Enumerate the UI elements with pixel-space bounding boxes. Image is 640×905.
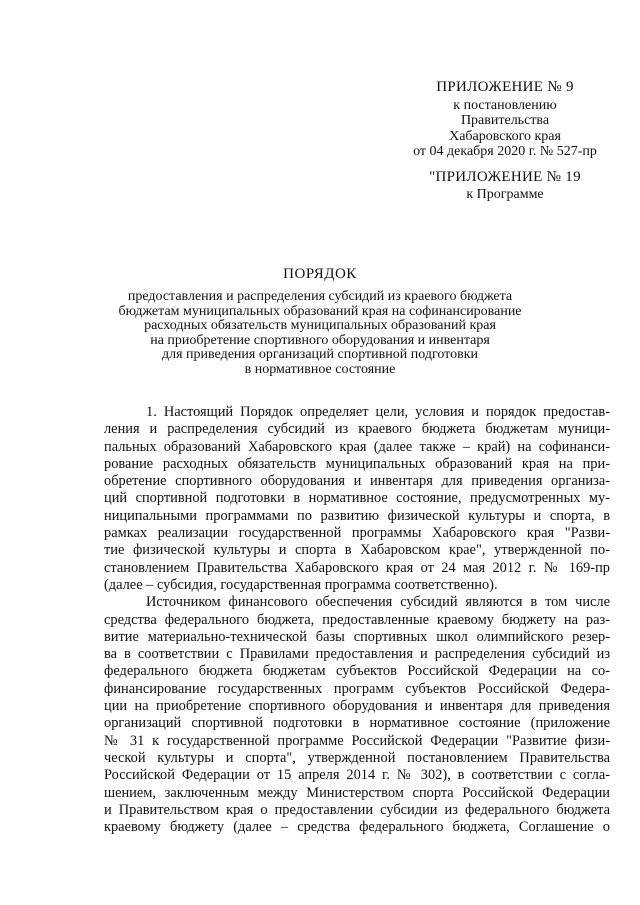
subtitle-line: предоставления и распределения субсидий из краевого бюджета	[127, 289, 513, 304]
text-line: организаций спортивной подготовки в нормативное состояние (приложение	[104, 715, 610, 732]
subtitle-line: расходных обязательств муниципальных образований края	[144, 318, 496, 333]
appendix-line: Хабаровского края	[449, 128, 561, 144]
text-line: пальных образований Хабаровского края (далее также – край) на софинанси-	[104, 438, 610, 455]
text-line: ций спортивной подготовки в нормативное состояние, предусмотренных му-	[104, 490, 610, 507]
text-line: ления и распределения субсидий из краевого бюджета бюджетам муници-	[104, 421, 610, 438]
text-line: ческой культуры и спорта", утвержденной постановлением Правительства	[104, 749, 610, 766]
text-line: Источником финансового обеспечения субсидий являются в том числе	[146, 594, 610, 611]
text-line: ва в соответствии с Правилами предоставления и распределения субсидий из	[104, 646, 610, 663]
appendix-line: Правительства	[460, 113, 550, 128]
text-line: федерального бюджета бюджетам субъектов Российской Федерации на со-	[104, 663, 610, 680]
body-text	[104, 404, 610, 836]
subtitle-line: на приобретение спортивного оборудования и инвентаря	[150, 332, 490, 348]
paragraph-2	[104, 594, 610, 836]
text-line: ции на приобретение спортивного оборудования и инвентаря для приведения	[104, 698, 610, 715]
document-subtitle	[110, 290, 530, 377]
appendix-line: к постановлению	[453, 97, 557, 113]
document-title: ПОРЯДОК	[283, 266, 357, 282]
text-line: ниципальными программами по развитию физической культуры и спорта, в	[104, 507, 610, 524]
text-line: (далее – субсидия, государственная программа соответственно).	[104, 576, 498, 593]
appendix-title: ПРИЛОЖЕНИЕ № 9	[436, 79, 574, 95]
text-line: краевому бюджету (далее – средства федерального бюджета, Соглашение о	[104, 819, 610, 836]
appendix2-line: к Программе	[466, 187, 544, 202]
text-line: становлением Правительства Хабаровского края от 24 мая 2012 г. № 169-пр	[104, 559, 610, 576]
text-line: шением, заключенным между Министерством спорта Российской Федерации	[104, 784, 610, 801]
appendix-date-line: от 04 декабря 2020 г. № 527-пр	[413, 144, 597, 159]
text-line: № 31 к государственной программе Российской Федерации "Развитие физи-	[104, 732, 610, 749]
text-line: 1. Настоящий Порядок определяет цели, условия и порядок предостав-	[146, 404, 610, 420]
text-line: Российской Федерации от 15 апреля 2014 г. № 302), в соответствии с согла-	[104, 767, 610, 784]
text-line: и Правительством края о предоставлении субсидии из федерального бюджета	[104, 801, 610, 818]
text-line: обретение спортивного оборудования и инвентаря для приведения организа-	[104, 473, 610, 490]
text-line: средства федерального бюджета, предоставленные краевому бюджету на раз-	[104, 611, 610, 628]
text-line: рамках реализации государственной программы Хабаровского края "Разви-	[104, 525, 610, 542]
subtitle-line: в нормативное состояние	[244, 361, 396, 377]
subtitle-line: бюджетам муниципальных образований края на софинансирование	[118, 303, 522, 319]
text-line: финансирование государственных программ субъектов Российской Федера-	[104, 680, 610, 697]
text-line: тие физической культуры и спорта в Хабаровском крае", утвержденной по-	[104, 542, 610, 559]
subtitle-line: для приведения организаций спортивной подготовки	[162, 347, 478, 362]
paragraph-1	[104, 404, 610, 594]
text-line: витие материально-технической базы спортивных школ олимпийского резер-	[104, 628, 610, 645]
appendix-header	[380, 80, 630, 203]
text-line: рование расходных обязательств муниципальных образований края на при-	[104, 455, 610, 472]
appendix2-title: "ПРИЛОЖЕНИЕ № 19	[429, 168, 581, 185]
